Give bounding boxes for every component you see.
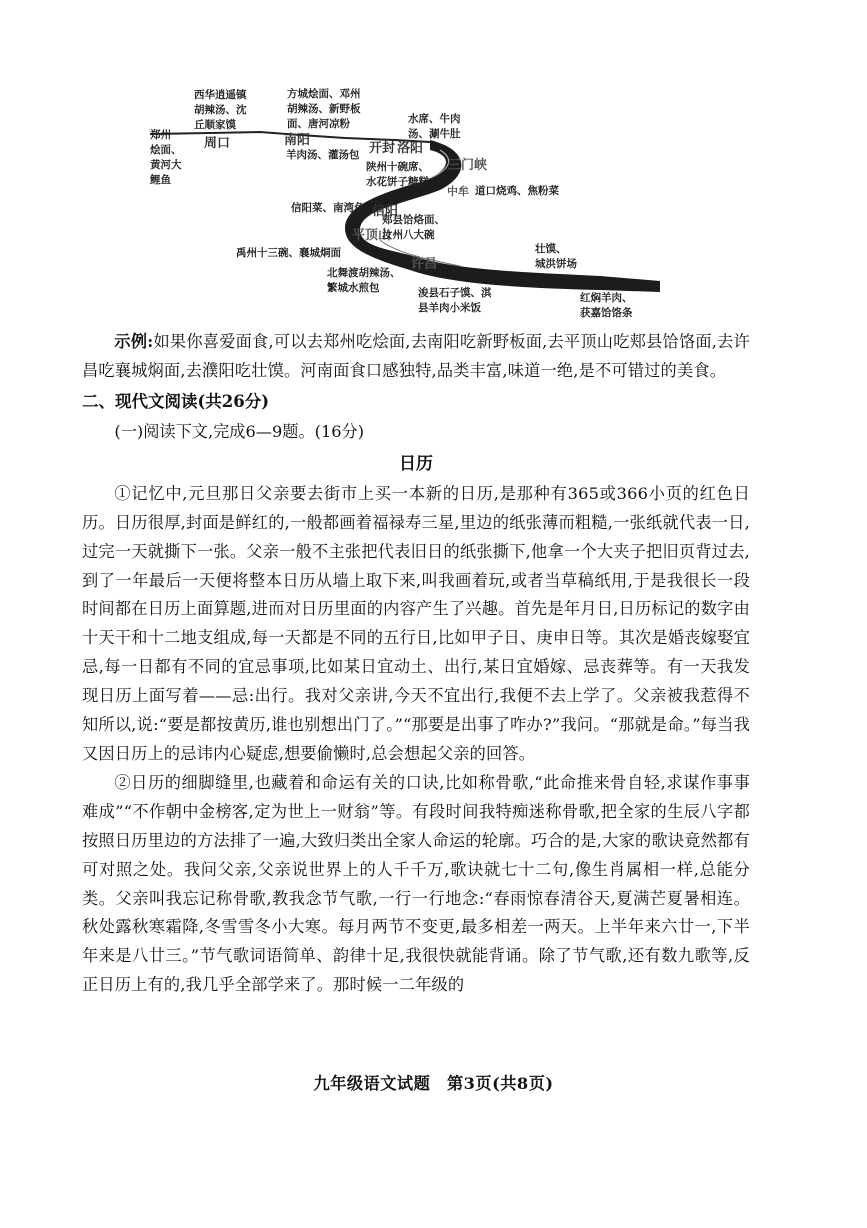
article-paragraph-1: ①记忆中,元旦那日父亲要去街市上买一本新的日历,是那种有365或366小页的红色日历。日历很厚,封面是鲜红的,一般都画着福禄寿三星,里边的纸张薄而粗糙,一张纸就代表一日,过完一天就撕下一张。父亲一般不主张把代表旧日的纸张撕下,他拿一个大夹子把旧页背过去,到了一年最后一天便将整本日历从墙上取下来,叫我画着玩,或者当草稿纸用,于是我很长一段时间都在日历上面算题,进而对日历里面的内容产生了兴趣。首先是年月日,日历标记的数字由十天干和十二地支组成,每一天都是不同的五行日,比如甲子日、庚申日等。其次是婚丧嫁娶宜忌,每一日都有不同的宜忌事项,比如某日宜动土、出行,某日宜婚嫁、忌丧葬等。有一天我发现日历上面写着——忌:出行。我对父亲讲,今天不宜出行,我便不去上学了。父亲被我惹得不知所以,说:“要是都按黄历,谁也别想出门了。”“那要是出事了咋办?”我问。“那就是命。”每当我又因日历上的忌讳内心疑虑,想要偷懒时,总会想起父亲的回答。 [82, 483, 750, 763]
food-map [0, 0, 867, 330]
example-label: 示例: [114, 332, 154, 351]
city-sanmenxia: 三门峡 [448, 158, 488, 173]
city-zhongmou: 中牟 [447, 185, 469, 198]
food-label-beiwu: 北舞渡胡辣汤、 繁城水煎包 [327, 267, 401, 294]
city-xinyang: 信阳 [372, 204, 399, 219]
food-label-xinyang: 信阳菜、南湾鱼 [291, 202, 365, 214]
article-paragraph-2: ②日历的细脚缝里,也藏着和命运有关的口诀,比如称骨歌,“此命推来骨自轻,求谋作事事难成”“不作朝中金榜客,定为世上一财翁”等。有段时间我特痴迷称骨歌,把全家的生辰八字都按照日历里边的方法排了一遍,大致归类出全家人命运的轮廓。巧合的是,大家的歌诀竟然都有可对照之处。我问父亲,父亲说世界上的人千千万,歌诀就七十二句,像生肖属相一样,总能分类。父亲叫我忘记称骨歌,教我念节气歌,一行一行地念:“春雨惊春清谷天,夏满芒夏暑相连。秋处露秋寒霜降,冬雪雪冬小大寒。每月两节不变更,最多相差一两天。上半年来六廿一,下半年来是八廿三。”节气歌词语简单、韵律十足,我很快就能背诵。除了节气歌,还有数九歌等,反正日历上有的,我几乎全部学来了。那时候一二年级的 [82, 772, 750, 995]
city-zhoukou: 周口 [204, 136, 231, 151]
city-pingdingshan: 平顶山 [352, 228, 392, 243]
subsection-heading: (一)阅读下文,完成6—9题。(16分) [114, 421, 365, 441]
food-label-jun: 浚县石子馍、淇 县羊肉小米饭 [418, 287, 492, 314]
food-label-luoyang: 水席、牛肉 汤、涮牛肚 [408, 113, 461, 140]
food-label-nanyang: 方城烩面、邓州 胡辣汤、新野板 面、唐河凉粉 [287, 88, 361, 130]
article-title: 日历 [399, 453, 433, 474]
city-kaifeng: 开封 [369, 141, 396, 156]
city-nanyang: 南阳 [284, 133, 311, 148]
example-text: 如果你喜爱面食,可以去郑州吃烩面,去南阳吃新野板面,去平顶山吃郏县饸饹面,去许昌吃襄城焖面,去濮阳吃壮馍。河南面食口感独特,品类丰富,味道一绝,是不可错过的美食。 [82, 332, 750, 380]
example-paragraph [82, 328, 750, 386]
food-label-zhengzhou: 郑州 烩面、 黄河大 鲤鱼 [150, 129, 182, 186]
page-footer: 九年级语文试题 第3页(共8页) [313, 1074, 554, 1093]
food-label-sanmenxia: 陕州十碗席、 水花饼子糖糕 [366, 161, 429, 188]
food-label-nanyang-below: 羊肉汤、灌汤包 [286, 149, 360, 161]
page-content [82, 328, 750, 1000]
food-label-yuzhou: 禹州十三碗、襄城烔面 [236, 247, 341, 259]
food-label-hongmen: 红焖羊肉、 获嘉饸饹条 [580, 292, 633, 319]
food-label-pingdingshan: 郏县饸烙面、 汝州八大碗 [382, 214, 445, 241]
food-label-puyang: 壮馍、 城洪饼场 [535, 243, 577, 270]
food-label-zhongmou: 道口烧鸡、焦粉菜 [475, 185, 559, 197]
food-label-zhoukou: 西华逍遥镇 胡辣汤、沈 丘顺家馍 [194, 89, 247, 131]
map-route-graphic [0, 0, 867, 330]
section-heading: 二、现代文阅读(共26分) [82, 391, 270, 411]
city-luoyang: 洛阳 [397, 141, 424, 156]
city-xuchang: 许昌 [411, 257, 438, 272]
